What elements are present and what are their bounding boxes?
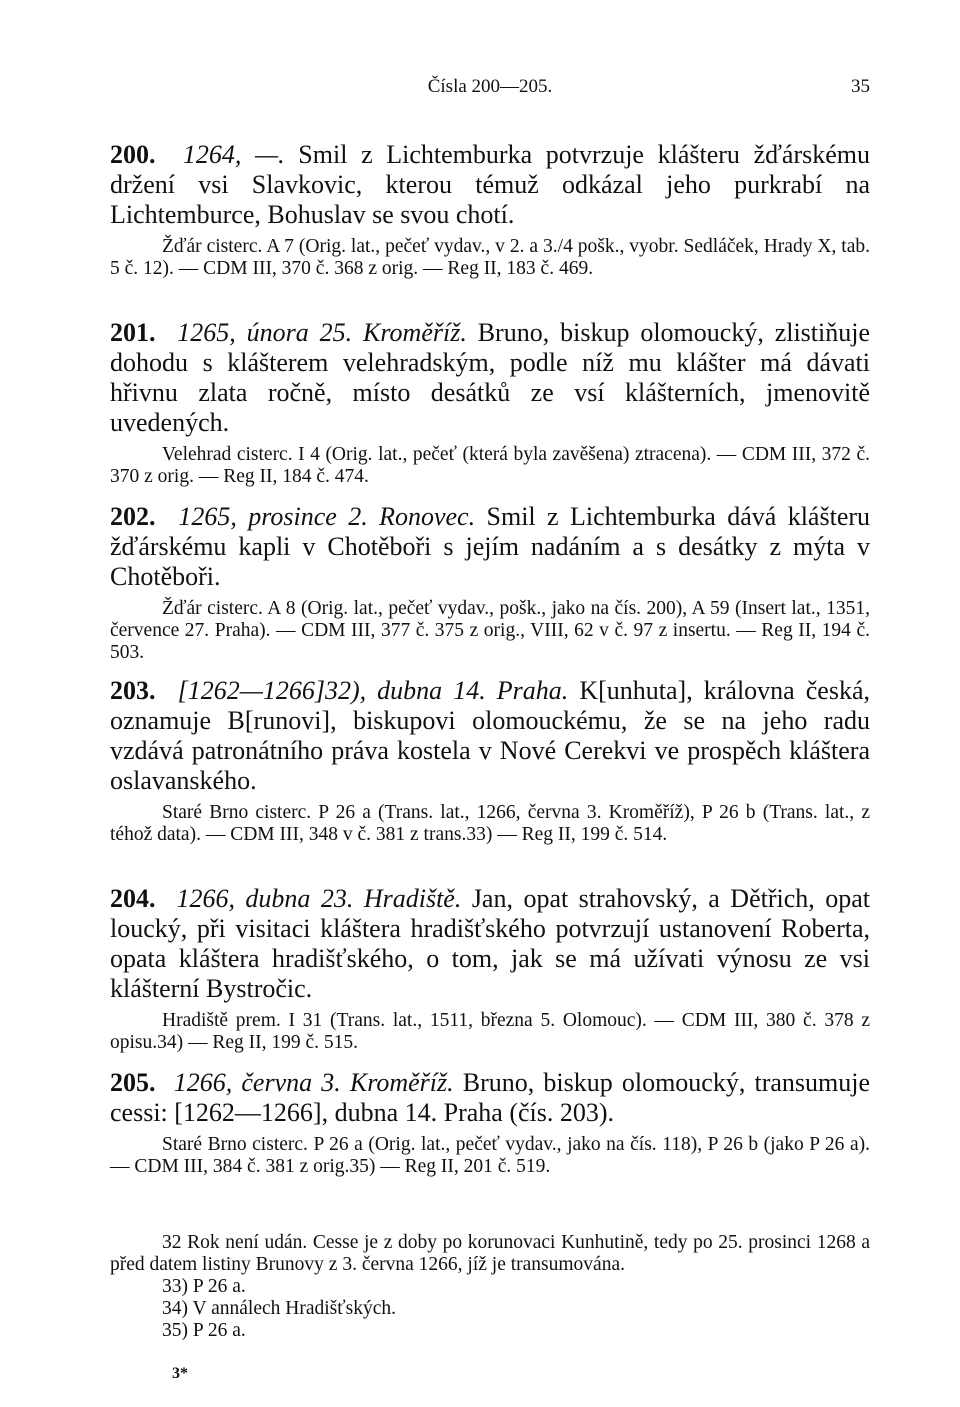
source-notes-text: Hradiště prem. I 31 (Trans. lat., 1511, března 5. Olomouc). — CDM III, 380 č. 378 z opisu.34) — Reg II, 199 č. 515. — [110, 1010, 870, 1053]
entry-date: 1266, dubna 23. Hradiště. — [176, 884, 462, 913]
footnote-33: 33) P 26 a. — [162, 1276, 246, 1297]
source-notes-text: Velehrad cisterc. I 4 (Orig. lat., pečeť (která byla zavěšena) ztracena). — CDM III, 372 č. 370 z orig. — Reg II, 184 č. 474. — [110, 444, 870, 487]
source-notes — [110, 598, 870, 664]
entry-number: 203. — [110, 676, 156, 705]
source-notes-text: Žďár cisterc. A 7 (Orig. lat., pečeť vydav., v 2. a 3./4 pošk., vyobr. Sedláček, Hrady X, tab. 5 č. 12). — CDM III, 370 č. 368 z orig. — Reg II, 183 č. 469. — [110, 236, 870, 279]
entry-summary: Bruno, biskup olomoucký, zlistiňuje dohodu s klášterem velehradským, podle níž mu klášter má dávati hřivnu zlata ročně, místo desátků ze vsí klášterních, jmenovitě uvedených. — [110, 318, 871, 437]
regest-entry-200 — [110, 140, 870, 280]
regest-text — [110, 140, 870, 230]
regest-entry-204 — [110, 884, 870, 1054]
signature-mark: 3* — [172, 1365, 188, 1382]
entry-date: 1265, února 25. Kroměříž. — [177, 318, 467, 347]
footnote-32: 32 Rok není udán. Cesse je z doby po korunovaci Kunhutině, tedy po 25. prosinci 1268 a před datem listiny Brunovy z 3. června 1266, jíž je transumována. — [110, 1232, 870, 1275]
entry-number: 200. — [110, 140, 156, 169]
regest-text — [110, 676, 870, 796]
page-header — [110, 76, 870, 100]
entry-date: 1264, —. — [182, 140, 285, 169]
page-number: 35 — [851, 76, 870, 97]
entry-date: [1262—1266]32), dubna 14. Praha. — [177, 676, 569, 705]
entry-summary: Smil z Lichtemburka dává klášteru žďárskému kapli v Chotěboři s jejím nadáním a s desátky z mýta v Chotěboři. — [110, 502, 871, 591]
regest-text — [110, 884, 870, 1004]
entry-summary: Smil z Lichtemburka potvrzuje klášteru žďárskému držení vsi Slavkovic, kterou témuž odkázal jeho purkrabí na Lichtemburce, Bohuslav se svou chotí. — [110, 140, 871, 229]
source-notes — [110, 236, 870, 280]
entry-number: 205. — [110, 1068, 156, 1097]
entry-summary: Bruno, biskup olomoucký, transumuje cessi: [1262—1266], dubna 14. Praha (čís. 203). — [110, 1068, 870, 1127]
entry-number: 204. — [110, 884, 156, 913]
source-notes — [110, 802, 870, 846]
regest-entry-205 — [110, 1068, 870, 1178]
entry-summary: K[unhuta], královna česká, oznamuje B[runovi], biskupovi olomouckému, že se na jeho radu vzdává patronátního práva kostela v Nové Cerekvi ve prospěch kláštera oslavanského. — [110, 676, 871, 795]
running-title: Čísla 200—205. — [427, 76, 553, 97]
source-notes-text: Žďár cisterc. A 8 (Orig. lat., pečeť vydav., pošk., jako na čís. 200), A 59 (Insert lat., 1351, července 27. Praha). — CDM III, 377 č. 375 z orig., VIII, 62 v č. 97 z insertu. — Reg II, 194 č. 503. — [110, 598, 870, 663]
entry-date: 1266, června 3. Kroměříž. — [173, 1068, 454, 1097]
footnotes — [110, 1232, 870, 1342]
regest-text — [110, 502, 870, 592]
entry-number: 202. — [110, 502, 156, 531]
source-notes — [110, 1134, 870, 1178]
entry-summary: Jan, opat strahovský, a Dětřich, opat loucký, při visitaci kláštera hradišťského potvrzují ustanovení Roberta, opata kláštera hradišťského, o tom, jak se má užívati výnosu ze vsi klášterní Bystročic. — [110, 884, 870, 1003]
source-notes-text: Staré Brno cisterc. P 26 a (Trans. lat., 1266, června 3. Kroměříž), P 26 b (Trans. lat., z téhož data). — CDM III, 348 v č. 381 z trans.33) — Reg II, 199 č. 514. — [110, 802, 870, 845]
regest-text — [110, 318, 870, 438]
entry-number: 201. — [110, 318, 156, 347]
footnote-35: 35) P 26 a. — [162, 1320, 246, 1341]
regest-entry-203 — [110, 676, 870, 846]
source-notes-text: Staré Brno cisterc. P 26 a (Orig. lat., pečeť vydav., jako na čís. 118), P 26 b (jako P 26 a). — CDM III, 384 č. 381 z orig.35) — Reg II, 201 č. 519. — [110, 1134, 870, 1177]
regest-entry-201 — [110, 318, 870, 488]
regest-entry-202 — [110, 502, 870, 664]
footnote-34: 34) V annálech Hradišťských. — [162, 1298, 396, 1319]
source-notes — [110, 444, 870, 488]
entry-date: 1265, prosince 2. Ronovec. — [178, 502, 476, 531]
regest-text — [110, 1068, 870, 1128]
source-notes — [110, 1010, 870, 1054]
